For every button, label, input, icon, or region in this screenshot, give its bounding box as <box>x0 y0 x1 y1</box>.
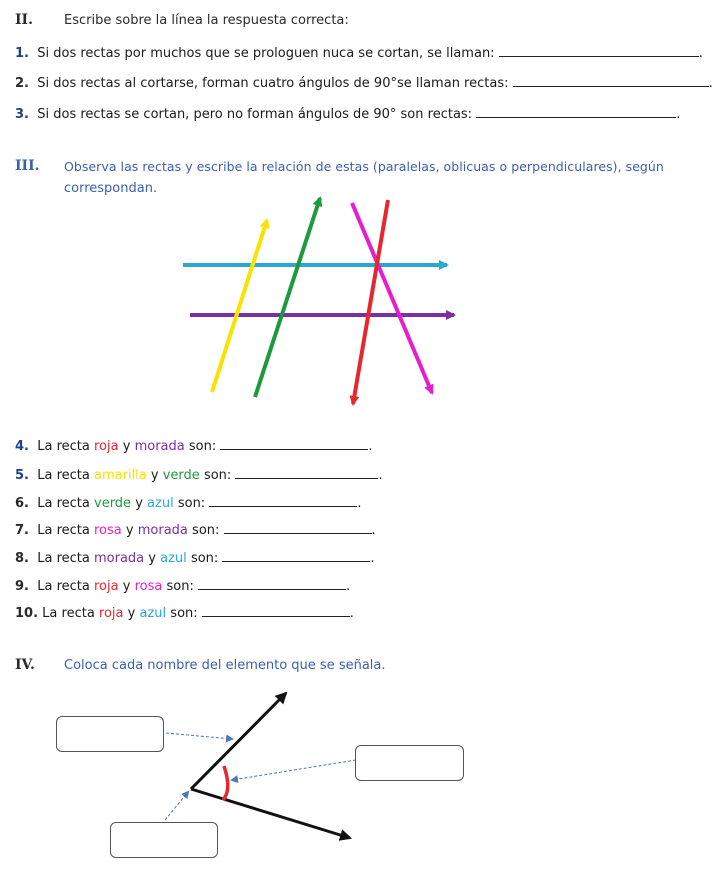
question-10 <box>15 604 354 621</box>
question-number: 3. <box>15 107 29 122</box>
section-ii-instruction: Escribe sobre la línea la respuesta correcta: <box>64 13 349 28</box>
question-number: 6. <box>15 496 29 511</box>
period: . <box>349 606 354 621</box>
question-text-end: son: <box>188 439 217 454</box>
question-text-end: son: <box>203 468 232 483</box>
question-number: 5. <box>15 468 29 483</box>
period: . <box>371 523 376 538</box>
color-word-yellow: amarilla <box>94 468 147 483</box>
question-text: La recta <box>37 496 90 511</box>
answer-line[interactable] <box>224 521 372 534</box>
color-word-pink: rosa <box>134 579 163 594</box>
section-ii-numeral: II. <box>15 12 33 28</box>
period: . <box>708 76 713 91</box>
section-iii-numeral: III. <box>15 158 40 174</box>
section-iv-numeral: IV. <box>15 657 35 673</box>
question-6 <box>15 494 361 511</box>
period: . <box>378 468 383 483</box>
question-number: 7. <box>15 523 29 538</box>
question-text: La recta <box>37 551 90 566</box>
question-text: La recta <box>37 468 90 483</box>
pointer-to-angle <box>232 760 356 780</box>
question-number: 4. <box>15 439 29 454</box>
answer-line[interactable] <box>202 604 350 617</box>
color-word-blue: azul <box>160 551 187 566</box>
period: . <box>368 439 373 454</box>
answer-line[interactable] <box>235 466 378 479</box>
conjunction: y <box>148 551 156 566</box>
answer-line[interactable] <box>209 494 357 507</box>
angle-ray-upper <box>191 693 286 789</box>
answer-line[interactable] <box>220 437 368 450</box>
period: . <box>370 551 375 566</box>
question-number: 2. <box>15 76 29 91</box>
angle-arc <box>223 766 228 800</box>
color-word-purple: morada <box>94 551 145 566</box>
question-9 <box>15 577 350 594</box>
color-word-green: verde <box>94 496 132 511</box>
color-word-purple: morada <box>137 523 188 538</box>
question-text: La recta <box>37 439 90 454</box>
color-word-red: roja <box>98 606 124 621</box>
color-word-red: roja <box>94 439 119 454</box>
question-7 <box>15 521 376 538</box>
question-number: 8. <box>15 551 29 566</box>
color-word-blue: azul <box>147 496 174 511</box>
period: . <box>698 46 703 61</box>
section-iv-instruction: Coloca cada nombre del elemento que se señala. <box>64 658 386 673</box>
question-number: 9. <box>15 579 29 594</box>
period: . <box>345 579 351 594</box>
conjunction: y <box>127 606 136 621</box>
question-text-end: son: <box>190 551 219 566</box>
question-text-end: son: <box>170 606 198 621</box>
question-text-end: son: <box>192 523 220 538</box>
color-word-blue: azul <box>139 606 167 621</box>
color-word-pink: rosa <box>94 523 122 538</box>
color-word-red: roja <box>94 579 119 594</box>
conjunction: y <box>135 496 143 511</box>
section-iii-instruction-cont: correspondan. <box>64 181 158 196</box>
question-text: La recta <box>37 523 90 538</box>
question-text-end: son: <box>166 579 194 594</box>
question-4 <box>15 437 373 454</box>
color-word-purple: morada <box>134 439 185 454</box>
color-word-green: verde <box>162 468 200 483</box>
pointer-to-ray <box>166 733 232 739</box>
question-number: 10. <box>15 606 39 621</box>
conjunction: y <box>122 579 131 594</box>
yellow-line <box>212 220 267 392</box>
question-8 <box>15 549 375 566</box>
pointer-to-vertex <box>165 792 188 820</box>
section-iii-instruction: Observa las rectas y escribe la relación de estas (paralelas, oblicuas o perpendiculares), según <box>64 159 664 174</box>
answer-line[interactable] <box>198 577 346 590</box>
answer-line[interactable] <box>222 549 370 562</box>
conjunction: y <box>125 523 134 538</box>
conjunction: y <box>122 439 131 454</box>
pink-line <box>352 203 432 393</box>
period: . <box>676 107 681 122</box>
conjunction: y <box>150 468 159 483</box>
question-text: Si dos rectas al cortarse, forman cuatro ángulos de 90°se llaman rectas: <box>37 76 509 91</box>
red-line <box>353 200 388 404</box>
question-text: La recta <box>42 606 95 621</box>
label-box-angle[interactable] <box>355 745 464 781</box>
question-text-end: son: <box>177 496 206 511</box>
label-box-vertex[interactable] <box>110 822 218 858</box>
question-5 <box>15 466 383 483</box>
question-text: Si dos rectas por muchos que se prologuen nuca se cortan, se llaman: <box>37 46 495 61</box>
question-text: La recta <box>37 579 90 594</box>
question-text: Si dos rectas se cortan, pero no forman ángulos de 90° son rectas: <box>37 107 473 122</box>
question-number: 1. <box>15 46 29 61</box>
label-box-ray[interactable] <box>56 716 164 752</box>
period: . <box>357 496 362 511</box>
